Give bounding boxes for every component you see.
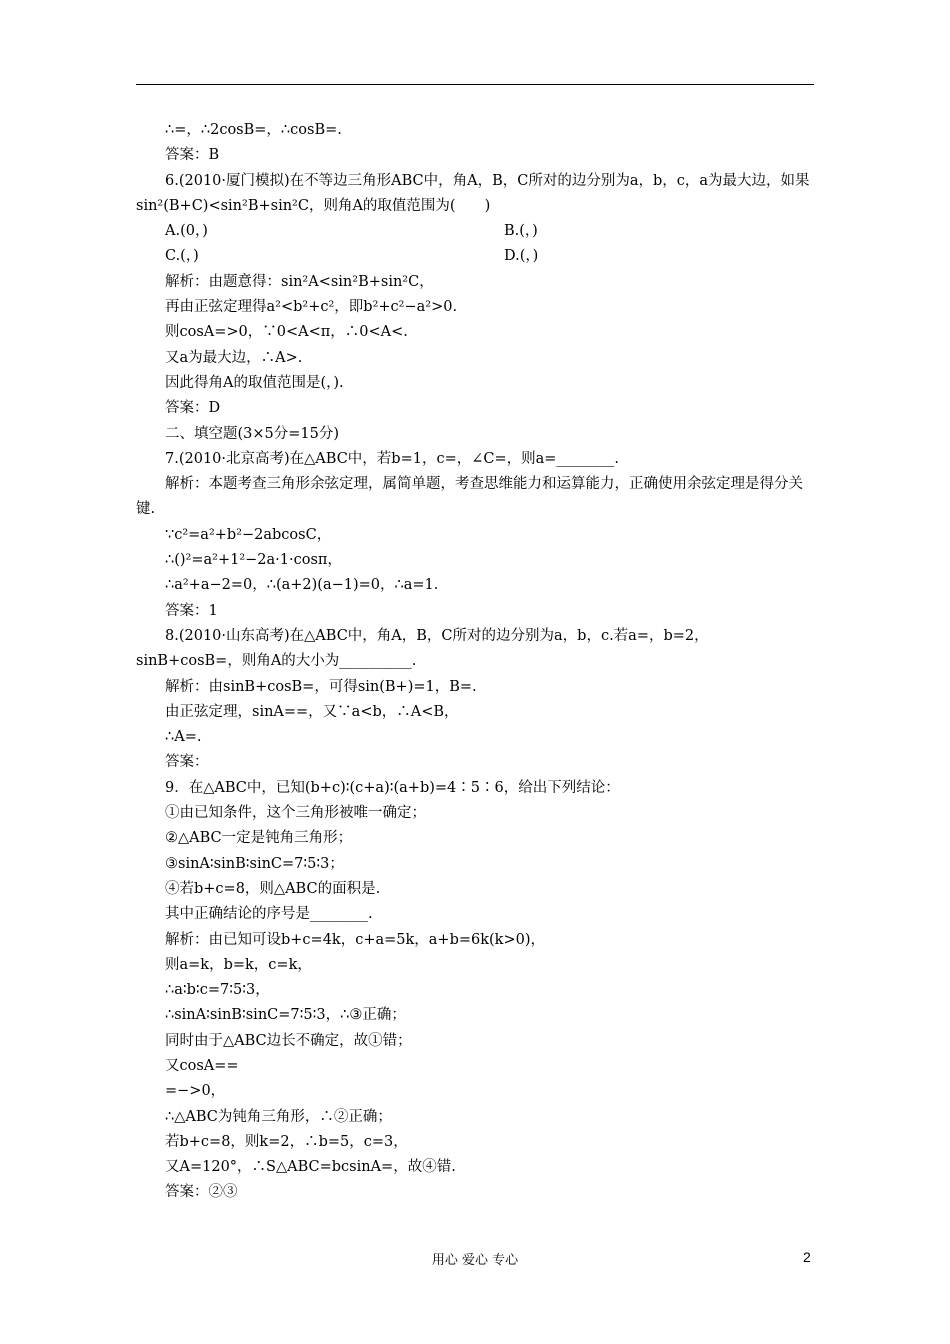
text-line: 又a为最大边，∴A>. (165, 349, 303, 366)
page-body (136, 118, 814, 1206)
section-heading: 二、填空题(3×5分=15分) (165, 425, 340, 442)
text-line: 解析：由题意得：sin²A<sin²B+sin²C， (165, 273, 434, 290)
answer-line: 答案：②③ (165, 1184, 238, 1201)
text-line: ∴=，∴2cosB=，∴cosB=. (165, 122, 342, 138)
text-line: ∴△ABC为钝角三角形，∴②正确； (165, 1108, 392, 1125)
options-row (136, 244, 814, 269)
answer-line: 答案：D (165, 400, 221, 417)
page-number: 2 (803, 1249, 811, 1265)
text-line: =−>0， (165, 1083, 226, 1100)
text-line: ∴A=. (165, 729, 202, 746)
options-row (136, 219, 814, 244)
text-line: ∴a²+a−2=0，∴(a+2)(a−1)=0，∴a=1. (165, 577, 439, 594)
text-line: ∴sinA∶sinB∶sinC=7∶5∶3，∴③正确； (165, 1007, 406, 1024)
text-line: ∵c²=a²+b²−2abcosC， (165, 526, 332, 543)
option-d: D.(，) (504, 248, 539, 265)
question-7: 7.(2010·北京高考)在△ABC中，若b=1，c=，∠C=，则a=________. (165, 450, 620, 467)
text-line: 解析：本题考查三角形余弦定理，属简单题，考查思维能力和运算能力，正确使用余弦定理是得分关键. (136, 476, 803, 518)
text-line: ④若b+c=8，则△ABC的面积是. (165, 880, 381, 897)
question-8: 8.(2010·山东高考)在△ABC中，角A，B，C所对的边分别为a，b，c.若a=，b=2，sinB+cosB=，则角A的大小为__________. (136, 627, 709, 670)
text-line: 其中正确结论的序号是________. (165, 906, 373, 923)
answer-line: 答案：1 (165, 602, 218, 619)
text-line: ②△ABC一定是钝角三角形； (165, 830, 353, 847)
text-line: 因此得角A的取值范围是(，). (165, 374, 344, 391)
answer-line: 答案：B (165, 147, 220, 164)
text-line: 则a=k，b=k，c=k， (165, 956, 312, 973)
text-line: 若b+c=8，则k=2，∴b=5，c=3， (165, 1133, 408, 1150)
text-line: ①由已知条件，这个三角形被唯一确定； (165, 805, 426, 822)
text-line: ∴()²=a²+1²−2a·1·cosπ， (165, 552, 342, 569)
text-line: ∴a∶b∶c=7∶5∶3， (165, 982, 270, 999)
answer-line: 答案： (165, 754, 209, 771)
text-line: ③sinA∶sinB∶sinC=7∶5∶3； (165, 855, 344, 872)
text-line: 再由正弦定理得a²<b²+c²，即b²+c²−a²>0. (165, 299, 458, 316)
option-a: A.(0，) (165, 223, 208, 240)
question-9: 9．在△ABC中，已知(b+c)∶(c+a)∶(a+b)=4∶5∶6，给出下列结论： (165, 779, 620, 796)
text-line: 解析：由sinB+cosB=，可得sin(B+)=1，B=. (165, 678, 477, 695)
option-b: B.(，) (504, 223, 538, 240)
text-line: 又cosA== (165, 1057, 239, 1074)
option-c: C.(，) (165, 248, 199, 265)
text-line: 由正弦定理，sinA==，又∵a<b，∴A<B， (165, 703, 459, 720)
text-line: 又A=120°，∴S△ABC=bcsinA=，故④错. (165, 1159, 456, 1176)
text-line: 则cosA=>0，∵0<A<π，∴0<A<. (165, 324, 408, 341)
header-rule (136, 84, 814, 85)
text-line: 解析：由已知可设b+c=4k，c+a=5k，a+b=6k(k>0)， (165, 931, 546, 948)
question-6: 6.(2010·厦门模拟)在不等边三角形ABC中，角A，B，C所对的边分别为a，b，c，a为最大边，如果sin²(B+C)<sin²B+sin²C，则角A的取值范围为( ) (136, 172, 810, 214)
footer-text: 用心 爱心 专心 (431, 1253, 519, 1268)
text-line: 同时由于△ABC边长不确定，故①错； (165, 1032, 412, 1049)
